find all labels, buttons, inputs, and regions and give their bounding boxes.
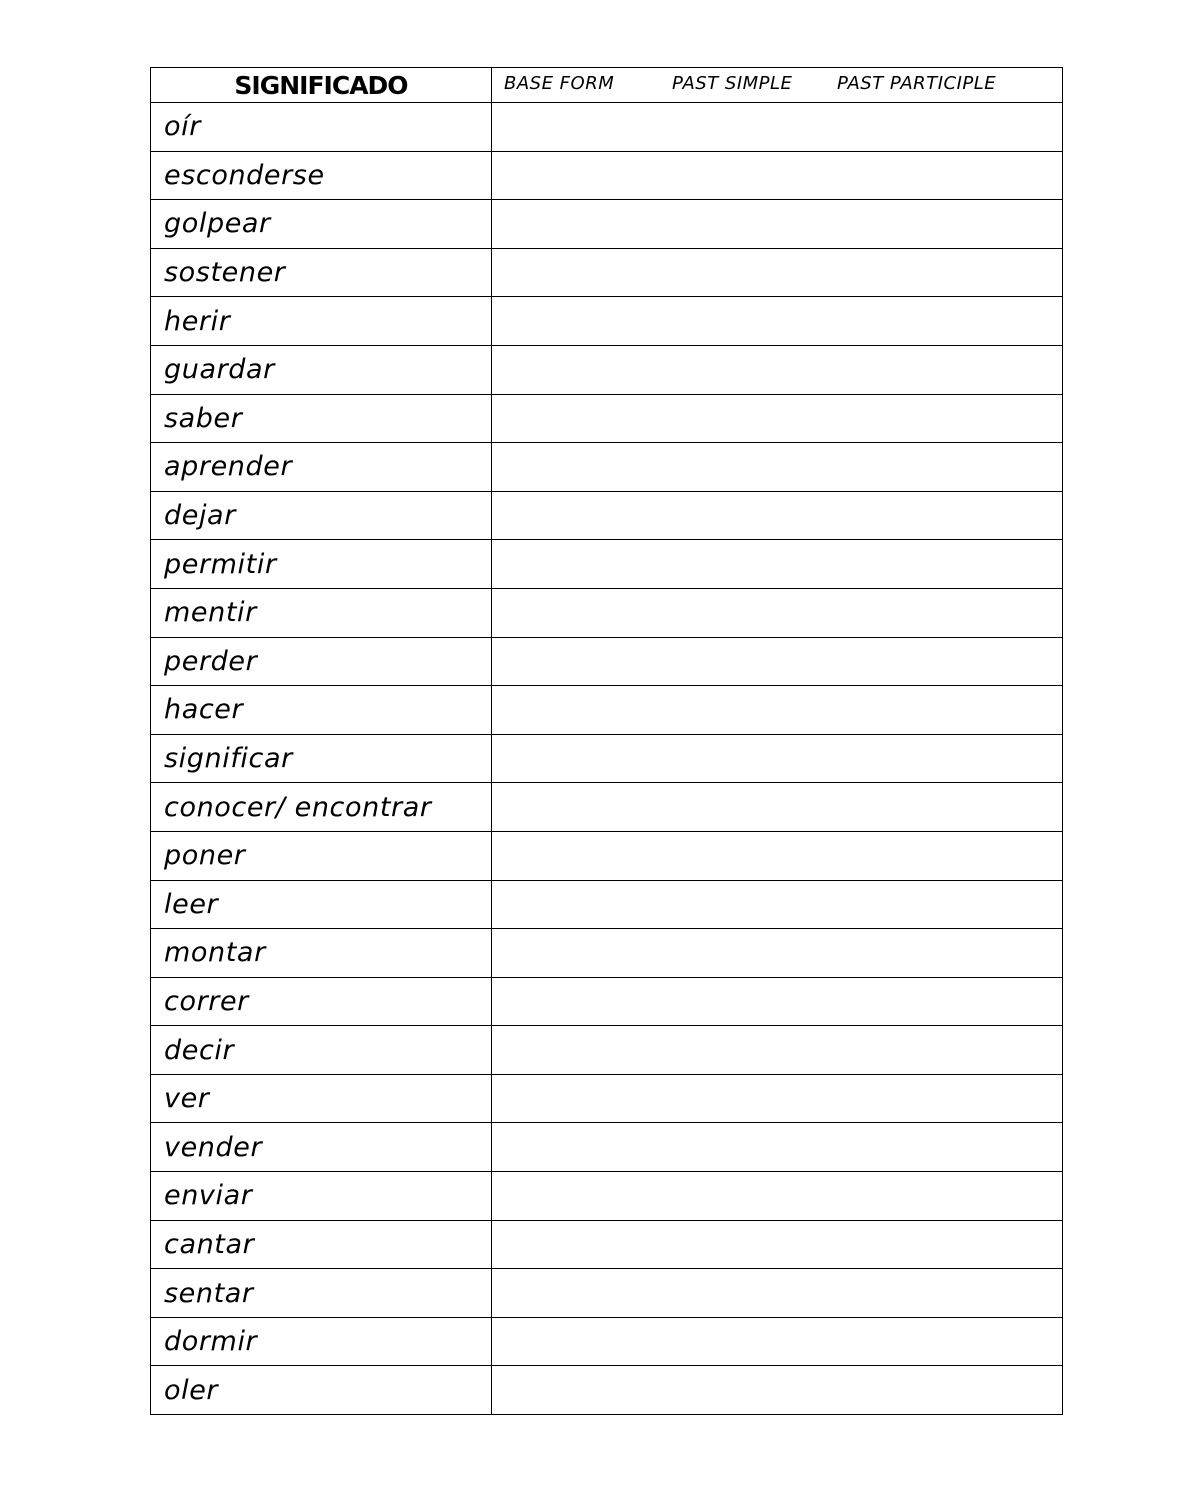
meaning-cell: saber	[151, 394, 492, 443]
meaning-cell: perder	[151, 637, 492, 686]
table-row	[151, 1220, 1063, 1269]
answer-cell[interactable]	[492, 1317, 1063, 1366]
meaning-cell: permitir	[151, 540, 492, 589]
answer-cell[interactable]	[492, 637, 1063, 686]
table-row	[151, 686, 1063, 735]
meaning-cell: ver	[151, 1074, 492, 1123]
table-row	[151, 394, 1063, 443]
meaning-cell: golpear	[151, 200, 492, 249]
header-past-participle: PAST PARTICIPLE	[837, 73, 997, 94]
answer-cell[interactable]	[492, 1026, 1063, 1075]
table-row	[151, 200, 1063, 249]
table-row	[151, 1172, 1063, 1221]
meaning-cell: cantar	[151, 1220, 492, 1269]
table-header-row	[151, 68, 1063, 103]
table-row	[151, 783, 1063, 832]
table-row	[151, 491, 1063, 540]
answer-cell[interactable]	[492, 540, 1063, 589]
table-row	[151, 637, 1063, 686]
header-meaning: SIGNIFICADO	[151, 68, 492, 103]
answer-cell[interactable]	[492, 297, 1063, 346]
meaning-cell: oír	[151, 103, 492, 152]
meaning-cell: aprender	[151, 443, 492, 492]
table-row	[151, 151, 1063, 200]
meaning-cell: esconderse	[151, 151, 492, 200]
answer-cell[interactable]	[492, 783, 1063, 832]
meaning-cell: dejar	[151, 491, 492, 540]
answer-cell[interactable]	[492, 1366, 1063, 1415]
meaning-cell: decir	[151, 1026, 492, 1075]
meaning-cell: correr	[151, 977, 492, 1026]
answer-cell[interactable]	[492, 880, 1063, 929]
answer-cell[interactable]	[492, 977, 1063, 1026]
answer-cell[interactable]	[492, 686, 1063, 735]
answer-cell[interactable]	[492, 1123, 1063, 1172]
table-row	[151, 977, 1063, 1026]
table-row	[151, 880, 1063, 929]
answer-cell[interactable]	[492, 1269, 1063, 1318]
answer-cell[interactable]	[492, 103, 1063, 152]
table-row	[151, 1026, 1063, 1075]
header-answer-columns	[492, 68, 1063, 103]
meaning-cell: dormir	[151, 1317, 492, 1366]
answer-cell[interactable]	[492, 1220, 1063, 1269]
table-row	[151, 248, 1063, 297]
table-row	[151, 1269, 1063, 1318]
table-row	[151, 1123, 1063, 1172]
meaning-cell: sentar	[151, 1269, 492, 1318]
table-row	[151, 297, 1063, 346]
answer-cell[interactable]	[492, 248, 1063, 297]
meaning-cell: leer	[151, 880, 492, 929]
table-row	[151, 588, 1063, 637]
answer-cell[interactable]	[492, 394, 1063, 443]
answer-cell[interactable]	[492, 588, 1063, 637]
meaning-cell: significar	[151, 734, 492, 783]
meaning-cell: montar	[151, 929, 492, 978]
verb-worksheet-table	[150, 67, 1063, 1415]
table-row	[151, 1317, 1063, 1366]
answer-cell[interactable]	[492, 151, 1063, 200]
meaning-cell: mentir	[151, 588, 492, 637]
meaning-cell: hacer	[151, 686, 492, 735]
meaning-cell: vender	[151, 1123, 492, 1172]
meaning-cell: guardar	[151, 345, 492, 394]
table-row	[151, 1366, 1063, 1415]
header-past-simple: PAST SIMPLE	[672, 73, 793, 94]
meaning-cell: poner	[151, 831, 492, 880]
meaning-cell: sostener	[151, 248, 492, 297]
answer-cell[interactable]	[492, 491, 1063, 540]
answer-cell[interactable]	[492, 443, 1063, 492]
answer-cell[interactable]	[492, 345, 1063, 394]
table-row	[151, 540, 1063, 589]
table-body	[151, 103, 1063, 1415]
table-row	[151, 734, 1063, 783]
table-row	[151, 929, 1063, 978]
table-row	[151, 345, 1063, 394]
answer-cell[interactable]	[492, 734, 1063, 783]
header-base-form: BASE FORM	[504, 73, 615, 94]
table-row	[151, 1074, 1063, 1123]
meaning-cell: conocer/ encontrar	[151, 783, 492, 832]
answer-cell[interactable]	[492, 929, 1063, 978]
answer-cell[interactable]	[492, 1172, 1063, 1221]
table-row	[151, 443, 1063, 492]
answer-cell[interactable]	[492, 1074, 1063, 1123]
meaning-cell: herir	[151, 297, 492, 346]
table-row	[151, 831, 1063, 880]
meaning-cell: oler	[151, 1366, 492, 1415]
table-row	[151, 103, 1063, 152]
answer-cell[interactable]	[492, 200, 1063, 249]
answer-cell[interactable]	[492, 831, 1063, 880]
meaning-cell: enviar	[151, 1172, 492, 1221]
